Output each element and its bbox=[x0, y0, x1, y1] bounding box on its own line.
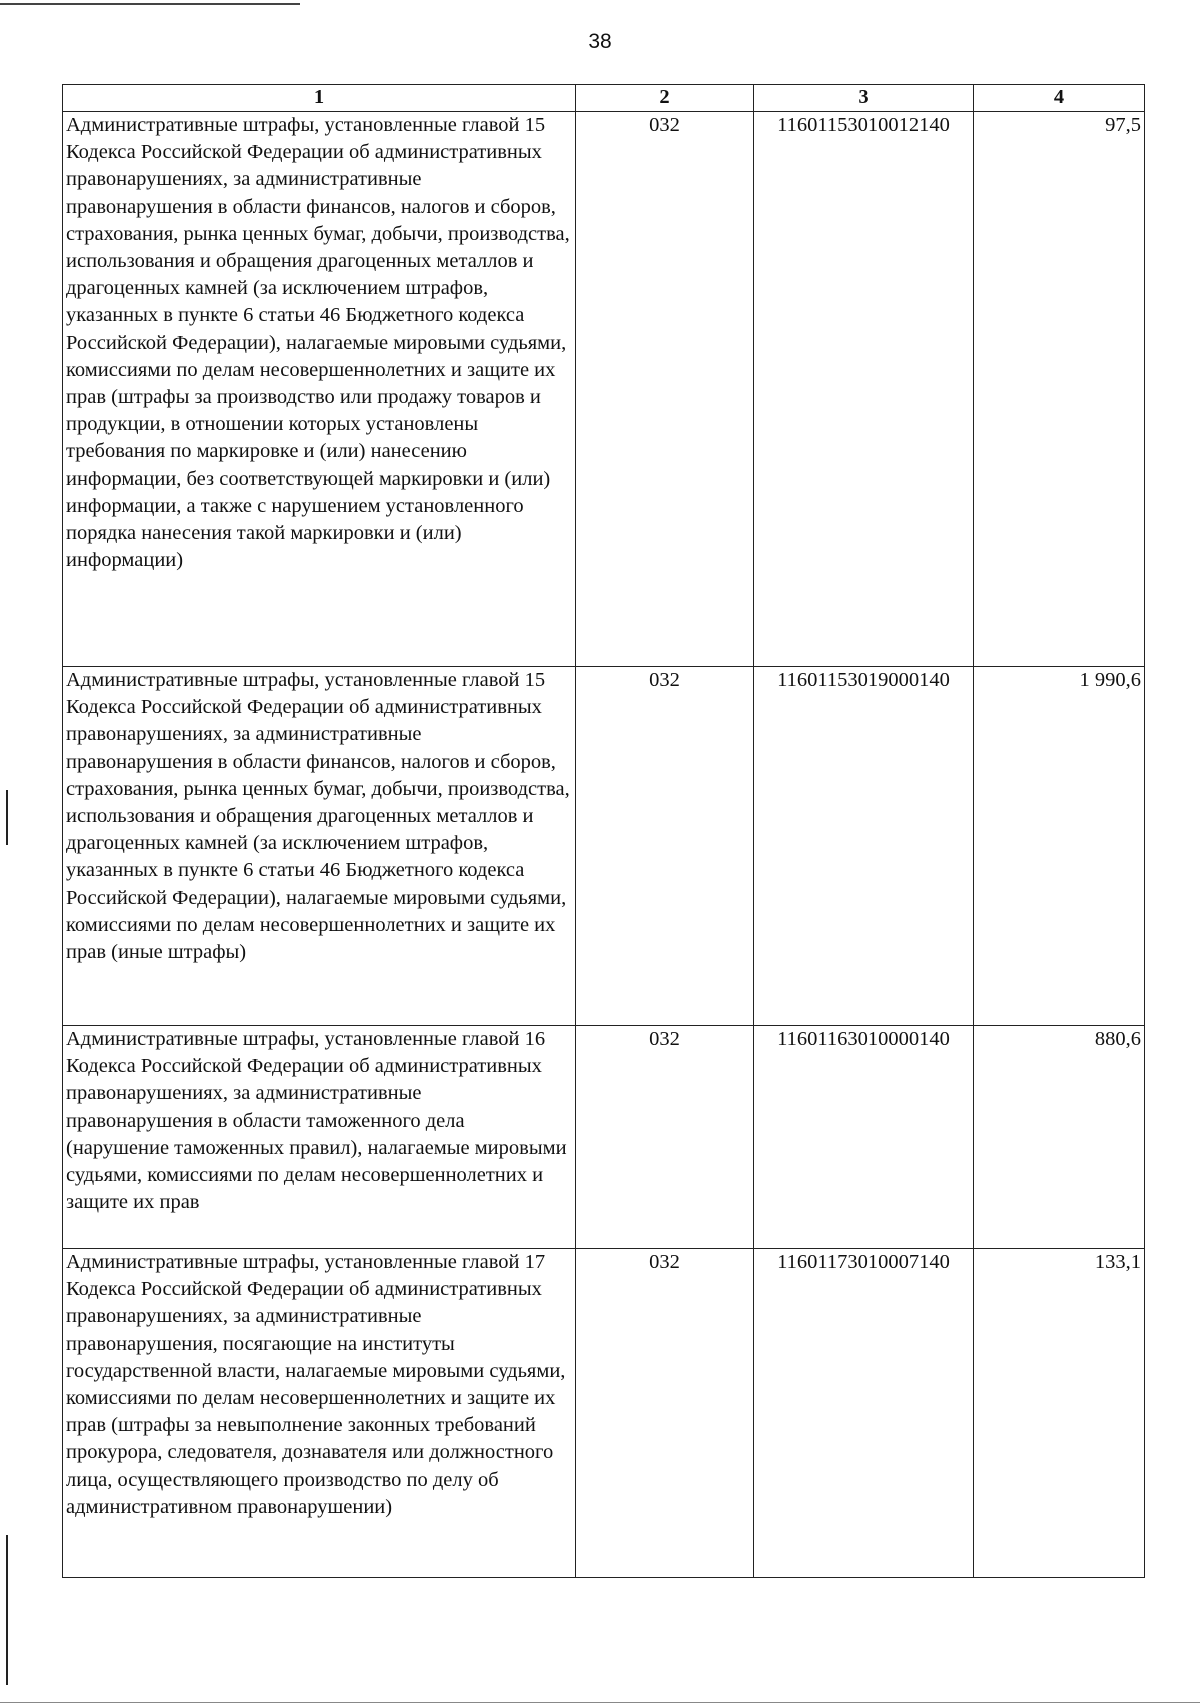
table-row bbox=[63, 1026, 1145, 1249]
row-budget-code: 11601163010000140 bbox=[754, 1026, 974, 1249]
scan-artifact-top-line bbox=[0, 3, 300, 5]
column-header-1: 1 bbox=[63, 85, 576, 112]
table-row bbox=[63, 1249, 1145, 1578]
row-budget-code: 11601153010012140 bbox=[754, 112, 974, 667]
row-admin-code: 032 bbox=[576, 1026, 754, 1249]
row-admin-code: 032 bbox=[576, 112, 754, 667]
row-amount: 97,5 bbox=[974, 112, 1145, 667]
row-amount: 880,6 bbox=[974, 1026, 1145, 1249]
row-budget-code: 11601153019000140 bbox=[754, 667, 974, 1026]
table-row bbox=[63, 112, 1145, 667]
column-header-3: 3 bbox=[754, 85, 974, 112]
row-amount: 133,1 bbox=[974, 1249, 1145, 1578]
row-admin-code: 032 bbox=[576, 667, 754, 1026]
row-admin-code: 032 bbox=[576, 1249, 754, 1578]
table-header-row bbox=[63, 85, 1145, 112]
scan-artifact-bottom-line bbox=[0, 1702, 1200, 1703]
row-budget-code: 11601173010007140 bbox=[754, 1249, 974, 1578]
scan-artifact-left-mark bbox=[6, 790, 8, 845]
column-header-2: 2 bbox=[576, 85, 754, 112]
column-header-4: 4 bbox=[974, 85, 1145, 112]
row-description: Административные штрафы, установленные главой 15 Кодекса Российской Федерации об административных правонарушениях, за административные правонарушения в области финансов, налогов и сборов, страхования, рынка ценных бумаг, добычи, производства, использования и обращения драгоценных металлов и драгоценных камней (за исключением штрафов, указанных в пункте 6 статьи 46 Бюджетного кодекса Российской Федерации), налагаемые мировыми судьями, комиссиями по делам несовершеннолетних и защите их прав (штрафы за производство или продажу товаров и продукции, в отношении которых установлены требования по маркировке и (или) нанесению информации, без соответствующей маркировки и (или) информации, а также с нарушением установленного порядка нанесения такой маркировки и (или) информации) bbox=[63, 112, 576, 667]
scan-artifact-left-mark bbox=[6, 1535, 8, 1685]
row-description: Административные штрафы, установленные главой 15 Кодекса Российской Федерации об административных правонарушениях, за административные правонарушения в области финансов, налогов и сборов, страхования, рынка ценных бумаг, добычи, производства, использования и обращения драгоценных металлов и драгоценных камней (за исключением штрафов, указанных в пункте 6 статьи 46 Бюджетного кодекса Российской Федерации), налагаемые мировыми судьями, комиссиями по делам несовершеннолетних и защите их прав (иные штрафы) bbox=[63, 667, 576, 1026]
page-number: 38 bbox=[588, 30, 612, 53]
row-description: Административные штрафы, установленные главой 17 Кодекса Российской Федерации об административных правонарушениях, за административные правонарушения, посягающие на институты государственной власти, налагаемые мировыми судьями, комиссиями по делам несовершеннолетних и защите их прав (штрафы за невыполнение законных требований прокурора, следователя, дознавателя или должностного лица, осуществляющего производство по делу об административном правонарушении) bbox=[63, 1249, 576, 1578]
row-amount: 1 990,6 bbox=[974, 667, 1145, 1026]
table-row bbox=[63, 667, 1145, 1026]
row-description: Административные штрафы, установленные главой 16 Кодекса Российской Федерации об административных правонарушениях, за административные правонарушения в области таможенного дела (нарушение таможенных правил), налагаемые мировыми судьями, комиссиями по делам несовершеннолетних и защите их прав bbox=[63, 1026, 576, 1249]
revenue-table bbox=[62, 84, 1145, 1578]
